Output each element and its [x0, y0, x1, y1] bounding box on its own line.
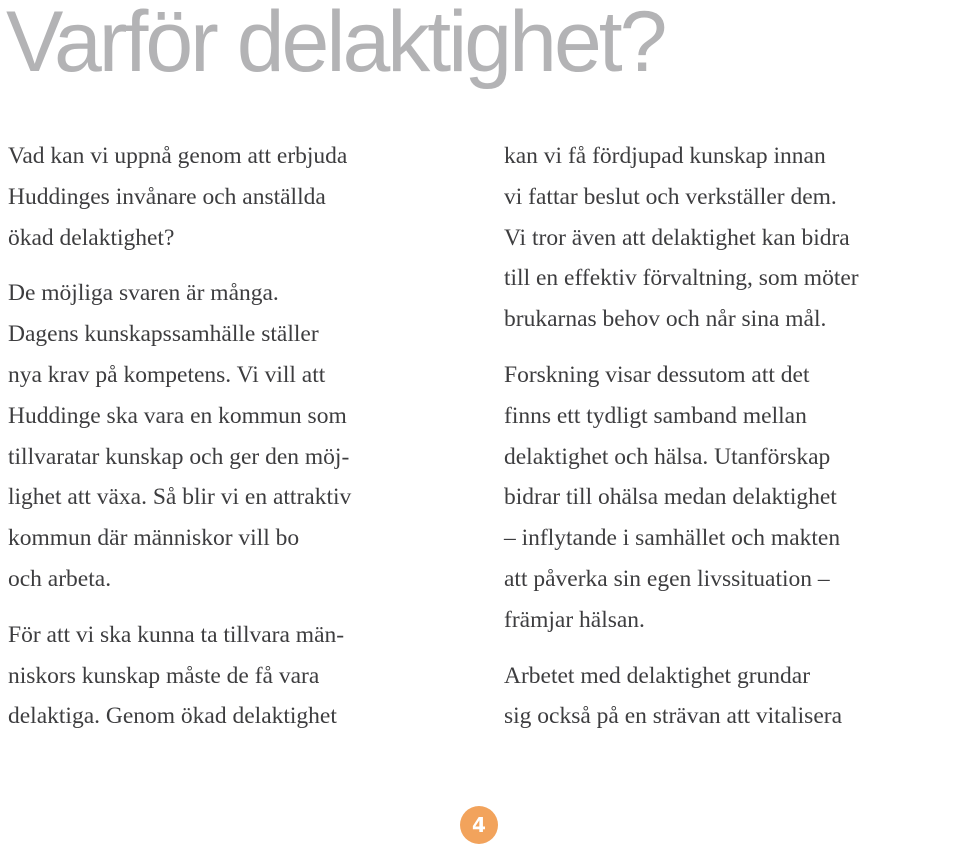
- paragraph: [504, 136, 960, 340]
- page-number-badge: 4: [460, 806, 498, 844]
- text-line: och arbeta.: [8, 565, 112, 592]
- text-line: För att vi ska kunna ta tillvara män-: [8, 621, 345, 648]
- text-line: tillvaratar kunskap och ger den möj-: [8, 443, 350, 470]
- left-text-column: [8, 136, 468, 752]
- text-line: att påverka sin egen livssituation –: [504, 565, 830, 592]
- text-line: delaktighet och hälsa. Utanförskap: [504, 443, 831, 470]
- text-line: Dagens kunskapssamhälle ställer: [8, 321, 319, 348]
- text-line: ökad delaktighet?: [8, 224, 175, 251]
- text-line: kan vi få fördjupad kunskap innan: [504, 143, 826, 169]
- text-line: främjar hälsan.: [504, 606, 645, 633]
- text-line: Arbetet med delaktighet grundar: [504, 662, 811, 689]
- text-line: brukarnas behov och når sina mål.: [504, 306, 827, 333]
- paragraph: [8, 136, 468, 258]
- page-title: Varför delaktighet?: [6, 0, 665, 90]
- text-line: Vad kan vi uppnå genom att erbjuda: [8, 143, 348, 169]
- text-line: niskors kunskap måste de få vara: [8, 662, 320, 689]
- text-line: lighet att växa. Så blir vi en attraktiv: [8, 484, 352, 511]
- paragraph: [504, 656, 960, 738]
- text-line: sig också på en strävan att vitalisera: [504, 703, 843, 730]
- text-line: Vi tror även att delaktighet kan bidra: [504, 224, 850, 251]
- paragraph: [8, 615, 468, 737]
- text-line: till en effektiv förvaltning, som möter: [504, 265, 859, 292]
- text-line: nya krav på kompetens. Vi vill att: [8, 361, 326, 388]
- text-line: Forskning visar dessutom att det: [504, 361, 810, 388]
- paragraph: [504, 355, 960, 641]
- text-line: finns ett tydligt samband mellan: [504, 402, 807, 429]
- right-text-column: [504, 136, 960, 752]
- text-line: Huddinge ska vara en kommun som: [8, 402, 347, 429]
- text-line: – inflytande i samhället och makten: [504, 525, 841, 552]
- text-line: bidrar till ohälsa medan delaktighet: [504, 484, 837, 511]
- text-line: kommun där människor vill bo: [8, 525, 300, 552]
- text-line: vi fattar beslut och verkställer dem.: [504, 183, 837, 210]
- text-line: De möjliga svaren är många.: [8, 280, 279, 307]
- text-line: delaktiga. Genom ökad delaktighet: [8, 703, 337, 730]
- text-line: Huddinges invånare och anställda: [8, 183, 326, 210]
- paragraph: [8, 273, 468, 599]
